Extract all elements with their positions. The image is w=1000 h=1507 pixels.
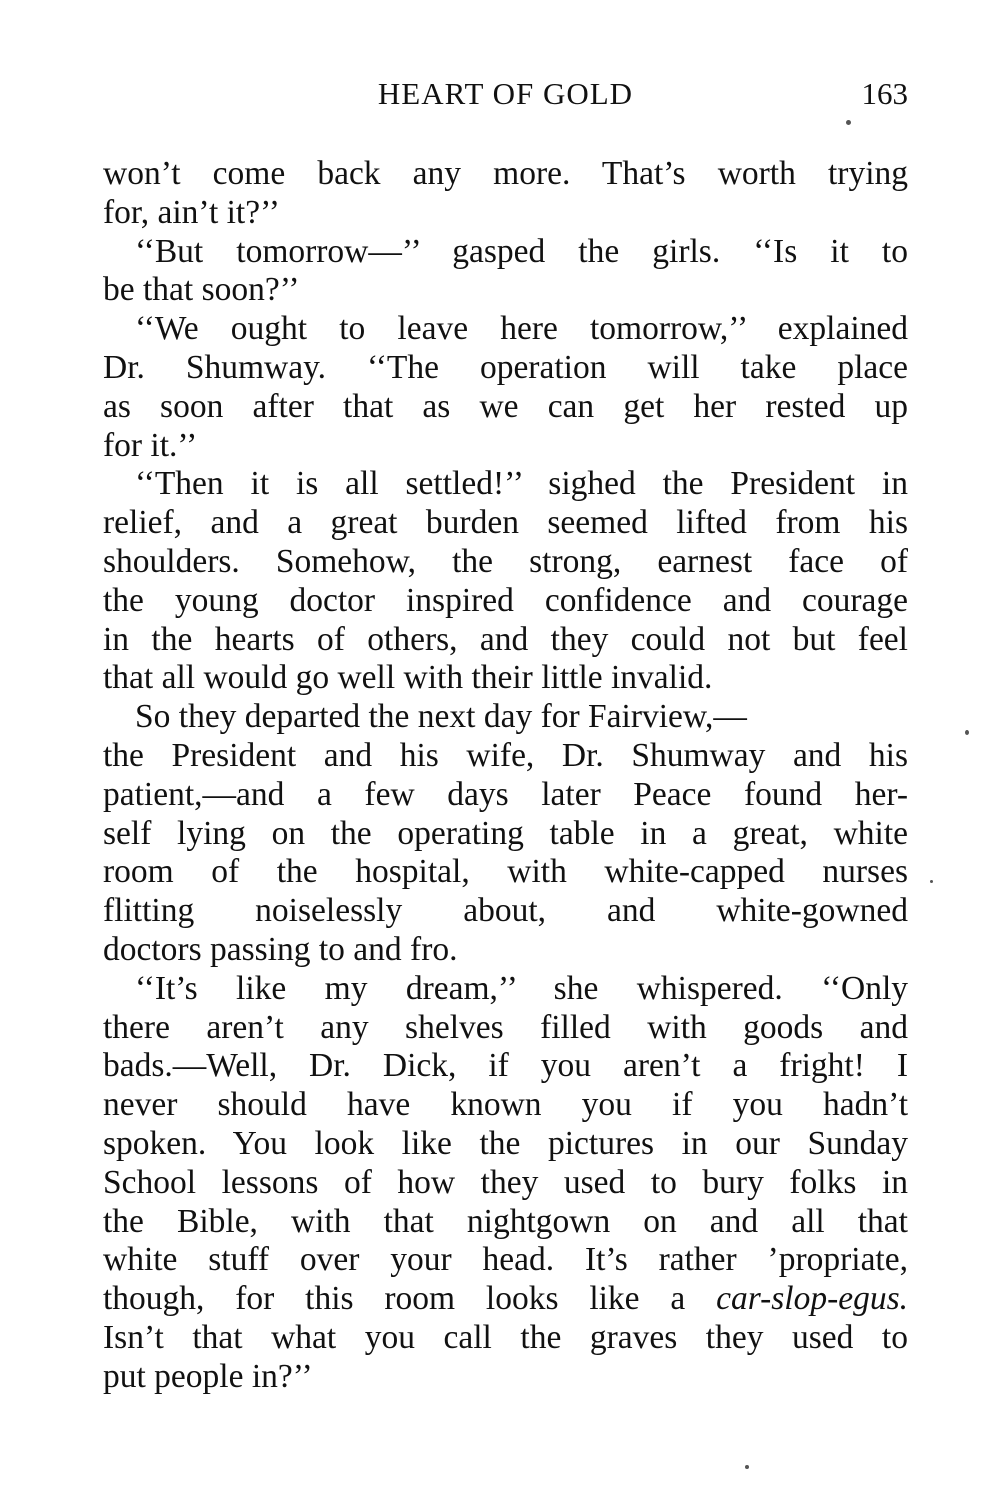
text-line-content: never should have known you if you hadn’t — [103, 1086, 908, 1124]
scan-speck — [965, 730, 969, 735]
text-line — [103, 388, 908, 427]
text-line-content: the Bible, with that nightgown on and all that — [103, 1202, 908, 1240]
text-line — [103, 582, 908, 621]
text-line — [103, 853, 908, 892]
text-line — [103, 1203, 908, 1242]
text-line — [103, 349, 908, 388]
text-line — [103, 1358, 908, 1397]
text-line-content: in the hearts of others, and they could not but feel — [103, 620, 908, 658]
text-line-content: doctors passing to and fro. — [103, 930, 458, 968]
italic-word: car-slop-egus. — [716, 1280, 908, 1318]
text-line — [103, 970, 908, 1009]
text-line-content: Dr. Shumway. ‘‘The operation will take place — [103, 348, 908, 386]
text-line — [103, 155, 908, 194]
text-line-content: for, ain’t it?’’ — [103, 193, 280, 231]
text-line-content: Isn’t that what you call the graves they used to — [103, 1318, 908, 1356]
text-line — [103, 659, 908, 698]
text-line — [103, 1164, 908, 1203]
text-line-content: ‘‘We ought to leave here tomorrow,’’ explained — [135, 310, 908, 348]
text-line-content: ‘‘It’s like my dream,’’ she whispered. ‘‘Only — [135, 969, 908, 1007]
text-line-content: there aren’t any shelves filled with goods and — [103, 1008, 908, 1046]
text-line-content: the young doctor inspired confidence and courage — [103, 581, 908, 619]
scan-speck — [745, 1465, 749, 1469]
text-line — [103, 543, 908, 582]
text-line-content: bads.—Well, Dr. Dick, if you aren’t a fright! I — [103, 1047, 908, 1085]
text-line — [103, 1009, 908, 1048]
body-text — [103, 155, 908, 1397]
text-line-content: won’t come back any more. That’s worth trying — [103, 155, 908, 192]
text-line — [103, 465, 908, 504]
text-line-content: room of the hospital, with white-capped nurses — [103, 853, 908, 891]
text-line-content: relief, and a great burden seemed lifted from his — [103, 504, 908, 542]
text-line-content: as soon after that as we can get her rested up — [103, 387, 908, 425]
text-line-content: though, for this room looks like a — [103, 1280, 686, 1318]
text-line-content: the President and his wife, Dr. Shumway and his — [103, 736, 908, 774]
text-line-content: So they departed the next day for Fairview,— — [135, 698, 747, 736]
text-line-content: ‘‘But tomorrow—’’ gasped the girls. ‘‘Is it to — [135, 232, 908, 270]
text-line — [103, 698, 908, 737]
text-line-content: flitting noiselessly about, and white-gowned — [103, 892, 908, 930]
text-line-content: that all would go well with their little invalid. — [103, 659, 713, 697]
running-title: HEART OF GOLD — [377, 76, 634, 111]
text-line — [103, 427, 908, 466]
text-line-content: ‘‘Then it is all settled!’’ sighed the President in — [135, 465, 908, 503]
text-line — [103, 194, 908, 233]
text-line — [103, 233, 908, 272]
text-line — [103, 931, 908, 970]
text-line — [103, 271, 908, 310]
text-line — [103, 1047, 908, 1086]
text-line — [103, 1241, 908, 1280]
text-line-content: School lessons of how they used to bury folks in — [103, 1163, 908, 1201]
text-line — [103, 737, 908, 776]
text-line-content: for it.’’ — [103, 426, 198, 464]
text-line-content: spoken. You look like the pictures in our Sunday — [103, 1124, 908, 1162]
text-line — [103, 1125, 908, 1164]
scan-speck — [930, 880, 933, 883]
text-line — [103, 504, 908, 543]
text-line-content: shoulders. Somehow, the strong, earnest face of — [103, 542, 908, 580]
text-line — [103, 621, 908, 660]
page-number: 163 — [861, 76, 908, 111]
text-line — [103, 815, 908, 854]
text-line — [103, 892, 908, 931]
text-line — [103, 310, 908, 349]
running-head — [103, 74, 908, 114]
text-line — [103, 1319, 908, 1358]
text-line-content: patient,—and a few days later Peace found her- — [103, 775, 908, 813]
text-line — [103, 776, 908, 815]
scan-speck — [846, 120, 851, 125]
text-line-content: be that soon?’’ — [103, 271, 300, 309]
text-line-content: put people in?’’ — [103, 1357, 313, 1395]
text-line — [103, 1280, 908, 1319]
text-line-content: self lying on the operating table in a great, white — [103, 814, 908, 852]
text-line-content: white stuff over your head. It’s rather ’propriate, — [103, 1241, 908, 1279]
text-line — [103, 1086, 908, 1125]
